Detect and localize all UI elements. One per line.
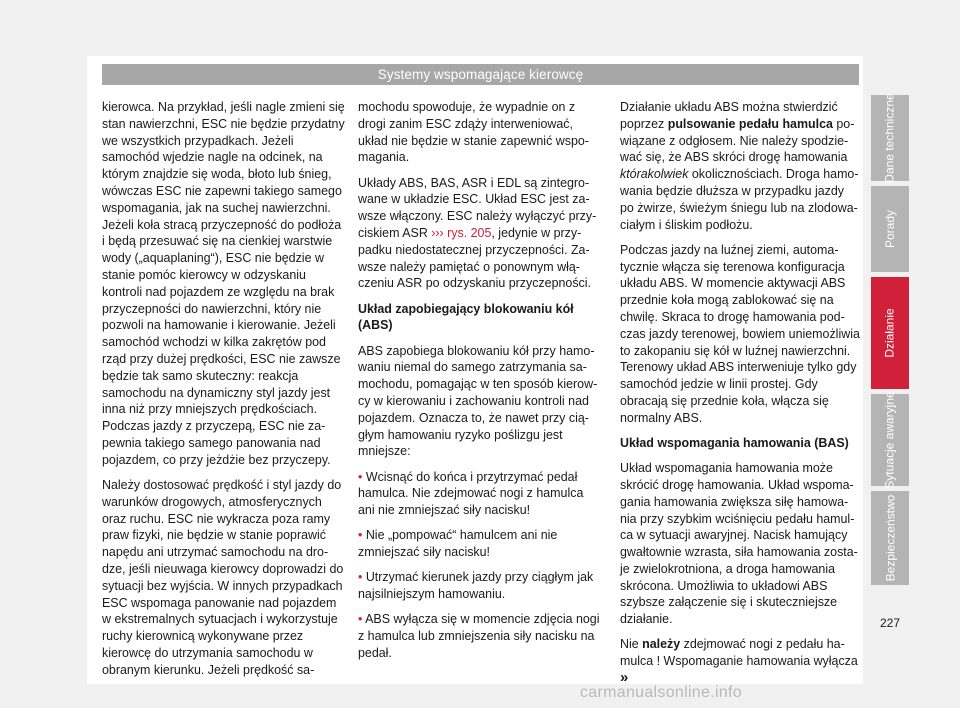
text-span: powiązane z odgłosem. Nie należy spodziewać się, że ABS skróci drogę hamowania <box>620 116 855 165</box>
bold-text: pulsowanie pedału hamulca <box>667 116 833 131</box>
text-span: Działanie układu ABS można stwierdzić poprzez <box>620 100 838 131</box>
tab-bezpieczenstwo[interactable] <box>871 491 909 585</box>
tab-label: Bezpieczeństwo <box>883 494 897 582</box>
text-column-2 <box>358 99 602 670</box>
tab-sytuacje-awaryjne[interactable] <box>871 391 909 489</box>
tab-label: Dane techniczne <box>883 93 898 183</box>
tab-dane-techniczne[interactable] <box>871 95 909 181</box>
paragraph <box>620 636 860 686</box>
bullet-text: ABS wyłącza się w momencie zdjęcia nogi z hamulca lub zmniejszenia siły nacisku na pedał. <box>358 612 600 660</box>
section-heading: Układ wspomagania hamowania (BAS) <box>620 435 849 450</box>
text-span: Układy ABS, BAS, ASR i EDL są zintegrowane w układzie ESC. Układ ESC jest zawsze włączony. ESC należy wyłączyć przyciskiem ASR <box>358 175 597 240</box>
text-column-3 <box>620 99 860 695</box>
bullet-text: Wcisnąć do końca i przytrzymać pedał hamulca. Nie zdejmować nogi z hamulca ani nie zmniejszać siły nacisku! <box>358 469 584 518</box>
bullet-text: Nie „pompować“ hamulcem ani nie zmniejszać siły nacisku! <box>358 528 558 560</box>
paragraph: mochodu spowoduje, że wypadnie on z drogi zanim ESC zdąży interweniować, układ nie będzie w stanie zapewnić wspomagania. <box>358 100 589 165</box>
page-number: 227 <box>879 616 901 630</box>
tab-dzialanie[interactable] <box>871 277 909 389</box>
tab-label: Porady <box>883 209 897 249</box>
figure-reference-link[interactable]: ››› rys. 205 <box>431 225 492 240</box>
bullet-item <box>358 611 602 661</box>
text-span: zdejmować nogi z pedału hamulca ! Wspomaganie hamowania wyłącza <box>620 637 858 669</box>
bullet-icon: • <box>358 570 363 585</box>
paragraph: kierowca. Na przykład, jeśli nagle zmieni się stan nawierzchni, ESC nie będzie przydatny we wszystkich przypadkach. Jeżeli samochód wjedzie nagle na odcinek, na którym znajdzie się woda, błoto lub śnieg, wówczas ESC nie zapewni takiego samego wspomagania, jak na suchej nawierzchni. Jeżeli koła stracą przyczepność do podłoża i będą przesuwać się na cienkiej warstwie wody („aquaplaning“), ESC nie będzie w stanie pomóc kierowcy w odzyskaniu kontroli nad pojazdem ze względu na brak przyczepności do nawierzchni, który nie pozwoli na hamowanie i kierowanie. Jeżeli samochód wchodzi w kilka zakrętów pod rząd przy dużej prędkości, ESC nie zawsze będzie tak samo skuteczny: reakcja samochodu na dynamiczny styl jazdy jest inna niż przy mniejszych prędkościach. Podczas jazdy z przyczepą, ESC nie zapewnia takiego samego panowania nad pojazdem, co przy jeżdżie bez przyczepy. <box>102 100 345 467</box>
section-heading: Układ zapobiegający blokowaniu kół (ABS) <box>358 301 574 333</box>
text-span: Nie <box>620 637 643 652</box>
paragraph <box>620 99 860 233</box>
bullet-icon: • <box>358 528 363 543</box>
bullet-text: Utrzymać kierunek jazdy przy ciągłym jak najsilniejszym hamowaniu. <box>358 570 594 602</box>
bullet-item <box>358 469 602 519</box>
paragraph: ABS zapobiega blokowaniu kół przy hamowaniu niemal do samego zatrzymania samochodu, pomagając w ten sposób kierowcy w kierowaniu i zachowaniu kontroli nad pojazdem. Oznacza to, że nawet przy ciągłym hamowaniu ryzyko poślizgu jest mniejsze: <box>358 343 598 459</box>
bullet-icon: • <box>358 612 363 627</box>
watermark: carmanualsonline.info <box>580 684 742 701</box>
bold-text: należy <box>642 637 681 652</box>
bullet-icon: • <box>358 469 363 484</box>
paragraph <box>358 175 602 293</box>
paragraph: Podczas jazdy na luźnej ziemi, automatycznie włącza się terenowa konfiguracja układu ABS. W momencie aktywacji ABS przednie koła mogą zablokować się na chwilę. Skraca to drogę hamowania podczas jazdy terenowej, bowiem uniemożliwia to zakopaniu się kół w luźnej nawierzchni. Terenowy układ ABS interweniuje tylko gdy samochód jedzie w linii prostej. Gdy obracają się przednie koła, włącza się normalny ABS. <box>620 242 860 425</box>
paragraph: Układ wspomagania hamowania może skrócić drogę hamowania. Układ wspomagania hamowania zwiększa siłę hamowania przy szybkim wciśnięciu pedału hamulca w sytuacji awaryjnej. Nacisk hamujący gwałtownie wzrasta, siła hamowania zostaje zwielokrotniona, a droga hamowania skrócona. Umożliwia to układowi ABS szybsze załączenie się i skuteczniejsze działanie. <box>620 461 858 627</box>
tab-label: Działanie <box>883 308 898 358</box>
tab-label: Sytuacje awaryjne <box>883 391 898 489</box>
italic-text: którakolwiek <box>620 167 689 182</box>
text-column-1 <box>102 99 346 687</box>
chapter-tabs <box>871 95 909 585</box>
bullet-item <box>358 527 602 561</box>
text-span: , jedynie w przypadku niedostatecznej przyczepności. Zawsze należy pamiętać o ponownym włączeniu ASR po odzyskaniu przyczepności. <box>358 225 591 291</box>
text-span: okolicznościach. Droga hamowania będzie dłuższa w przypadku jazdy po żwirze, świeżym śniegu lub na zlodowaciałym i śliskim podłożu. <box>620 167 859 232</box>
paragraph: Należy dostosować prędkość i styl jazdy do warunków drogowych, atmosferycznych oraz ruchu. ESC nie wykracza poza ramy praw fizyki, nie będzie w stanie poprawić napędu ani utrzymać samochodu na drodze, jeśli nieuwaga kierowcy doprowadzi do sytuacji bez wyjścia. W innych przypadkach ESC wspomaga panowanie nad pojazdem w ekstremalnych sytuacjach i wykorzystuje ruchy kierownicą wykonywane przez kierowcę do utrzymania samochodu w obranym kierunku. Jeżeli prędkość sa- <box>102 477 344 677</box>
bullet-item <box>358 569 602 603</box>
section-header: Systemy wspomagające kierowcę <box>102 64 859 85</box>
tab-porady[interactable] <box>871 186 909 272</box>
continue-arrow-icon: » <box>620 669 629 687</box>
